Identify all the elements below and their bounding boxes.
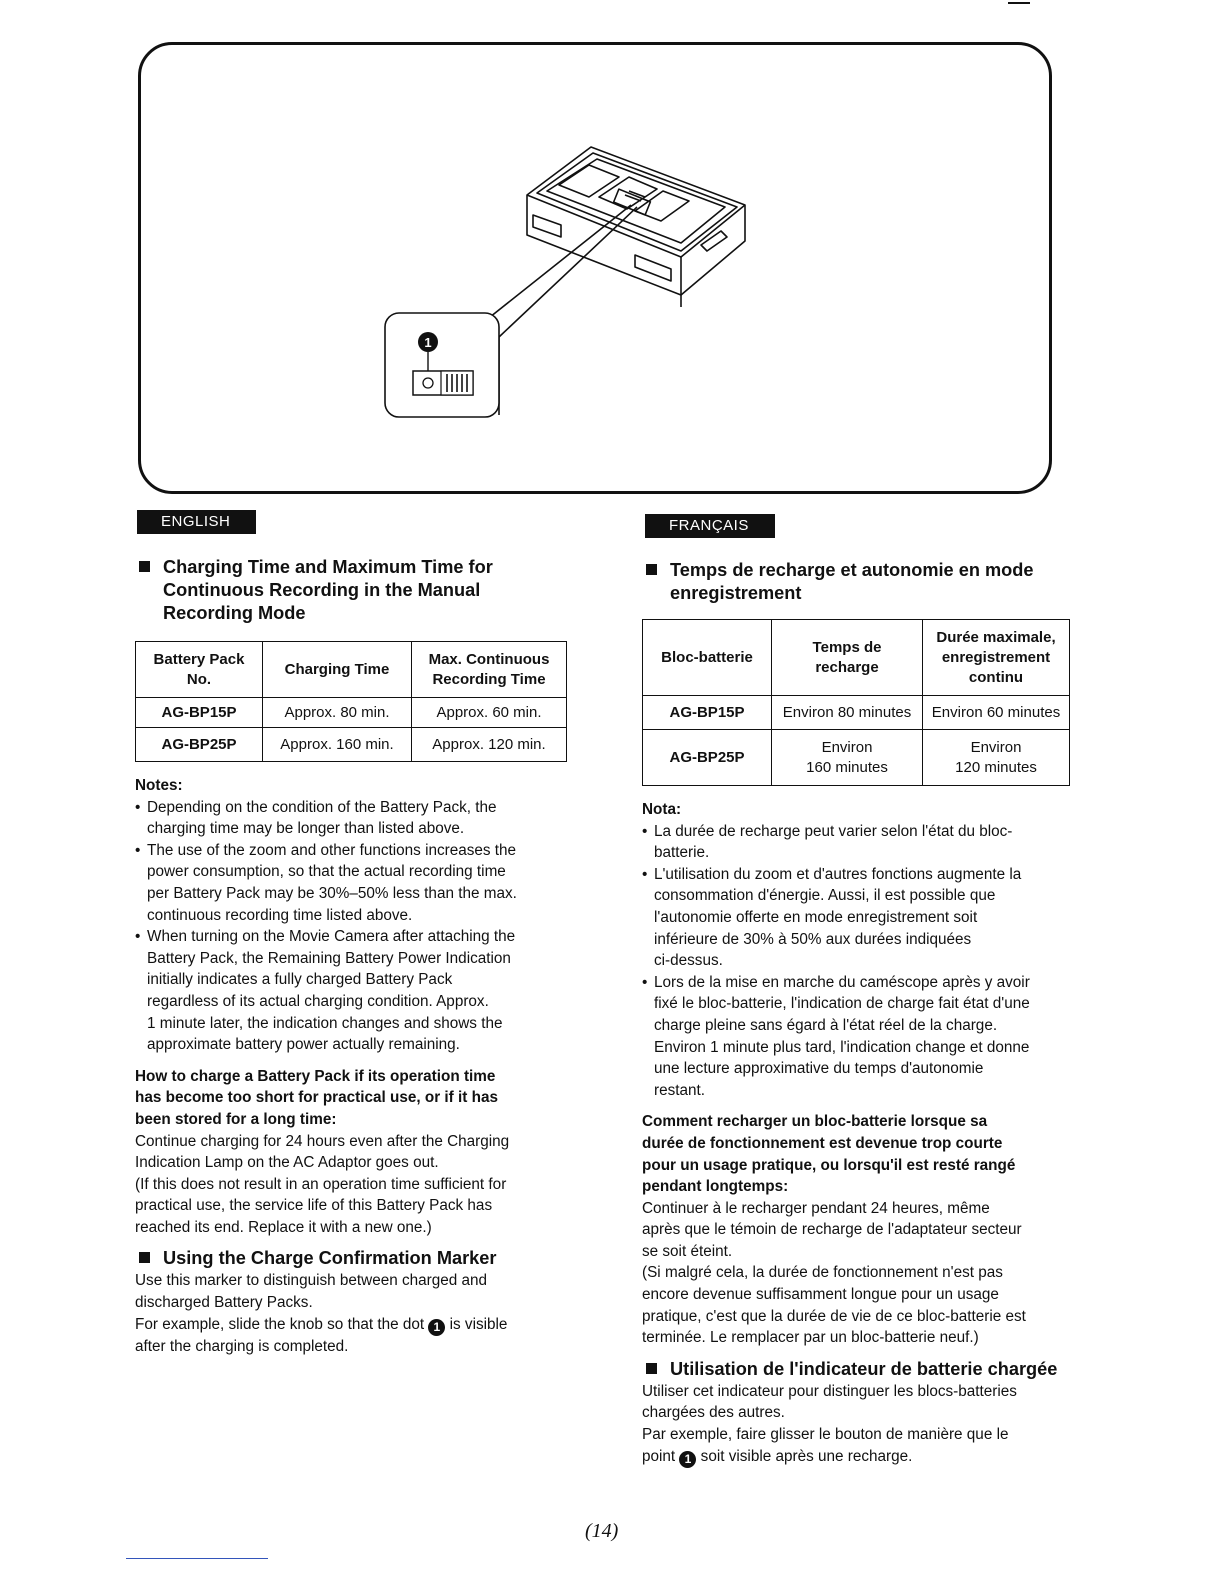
marker-body: Use this marker to distinguish between charged and discharged Battery Packs. For example, slide the knob so that the dot 1 is visible after the charging is completed. (135, 1272, 508, 1355)
french-tag: FRANÇAIS (645, 514, 775, 538)
table-row: AG-BP15P Environ 80 minutes Environ 60 minutes (643, 696, 1070, 730)
marker-heading: Utilisation de l'indicateur de batterie chargée (642, 1358, 1087, 1381)
table-header: Max. Continuous Recording Time (412, 642, 567, 698)
footer-rule (126, 1558, 268, 1559)
french-column (642, 559, 1087, 1468)
table-header: Charging Time (263, 642, 412, 698)
bullet-square-icon (139, 1252, 150, 1263)
howto-body: Continue charging for 24 hours even after the Charging Indication Lamp on the AC Adaptor goes out. (If this does not result in an operation time sufficient for practical use, the service life of this Battery Pack has reached its end. Replace it with a new one.) (135, 1132, 510, 1236)
english-column (135, 556, 580, 1357)
notes-label: Notes: (135, 777, 183, 794)
list-item: • La durée de recharge peut varier selon l'état du bloc- batterie. (642, 821, 1087, 864)
marker-heading: Using the Charge Confirmation Marker (135, 1247, 580, 1270)
list-item: • When turning on the Movie Camera after attaching the Battery Pack, the Remaining Battery Power Indication initially indicates a fully charged Battery Pack regardless of its actual charging condition. Approx. 1 minute later, the indication changes and shows the approximate battery power actually remaining. (135, 926, 580, 1056)
english-heading: Charging Time and Maximum Time for Continuous Recording in the Manual Recording Mode (135, 556, 580, 625)
french-notes-list (642, 821, 1087, 1102)
list-item: • L'utilisation du zoom et d'autres fonctions augmente la consommation d'énergie. Aussi, il est possible que l'autonomie offerte en mode enregistrement soit inférieure de 30% à 50% aux durées indiquées ci-dessus. (642, 864, 1087, 972)
howto-heading: Comment recharger un bloc-batterie lorsque sa durée de fonctionnement est devenue trop courte pour un usage pratique, ou lorsqu'il est resté rangé pendant longtemps: (642, 1113, 1016, 1196)
list-item: • The use of the zoom and other functions increases the power consumption, so that the actual recording time per Battery Pack may be 30%–50% less than the max. continuous recording time listed above. (135, 840, 580, 926)
marker-body: Utiliser cet indicateur pour distinguer les blocs-batteries chargées des autres. Par exemple, faire glisser le bouton de manière que le point 1 soit visible après une recharge. (642, 1382, 1017, 1466)
bullet-square-icon (646, 1363, 657, 1374)
bullet-square-icon (139, 561, 150, 572)
battery-pack-illustration (141, 45, 1049, 491)
howto-heading: How to charge a Battery Pack if its operation time has become too short for practical use, or if it has been stored for a long time: (135, 1067, 498, 1128)
battery-illustration-frame (138, 42, 1052, 494)
french-charging-table (642, 619, 1070, 786)
list-item: • Depending on the condition of the Battery Pack, the charging time may be longer than listed above. (135, 797, 580, 840)
table-header: Bloc-batterie (643, 620, 772, 696)
english-charging-table (135, 641, 567, 762)
callout-dot-icon: 1 (679, 1451, 696, 1468)
notes-label: Nota: (642, 801, 682, 818)
table-header: Battery Pack No. (136, 642, 263, 698)
table-row: AG-BP15P Approx. 80 min. Approx. 60 min. (136, 698, 567, 728)
bullet-square-icon (646, 564, 657, 575)
english-tag: ENGLISH (137, 510, 256, 534)
table-row: AG-BP25P Approx. 160 min. Approx. 120 min. (136, 728, 567, 762)
table-header: Durée maximale, enregistrement continu (923, 620, 1070, 696)
callout-dot-icon: 1 (428, 1319, 445, 1336)
french-heading: Temps de recharge et autonomie en mode enregistrement (642, 559, 1087, 605)
table-header: Temps de recharge (772, 620, 923, 696)
howto-body: Continuer à le recharger pendant 24 heures, même après que le témoin de recharge de l'adaptateur secteur se soit éteint. (Si malgré cela, la durée de fonctionnement n'est pas encore devenue suffisamment longue pour un usage pratique, c'est que la durée de vie de ce bloc-batterie est terminée. Le remplacer par un bloc-batterie neuf.) (642, 1199, 1026, 1347)
top-edge-mark (1008, 2, 1030, 4)
page-number: (14) (585, 1520, 619, 1542)
table-row: AG-BP25P Environ 160 minutes Environ 120 minutes (643, 730, 1070, 786)
list-item: • Lors de la mise en marche du caméscope après y avoir fixé le bloc-batterie, l'indication de charge fait état d'une charge pleine sans égard à l'état réel de la charge. Environ 1 minute plus tard, l'indication change et donne une lecture approximative du temps d'autonomie restant. (642, 972, 1087, 1102)
callout-number: 1 (424, 335, 432, 350)
english-notes-list (135, 797, 580, 1056)
